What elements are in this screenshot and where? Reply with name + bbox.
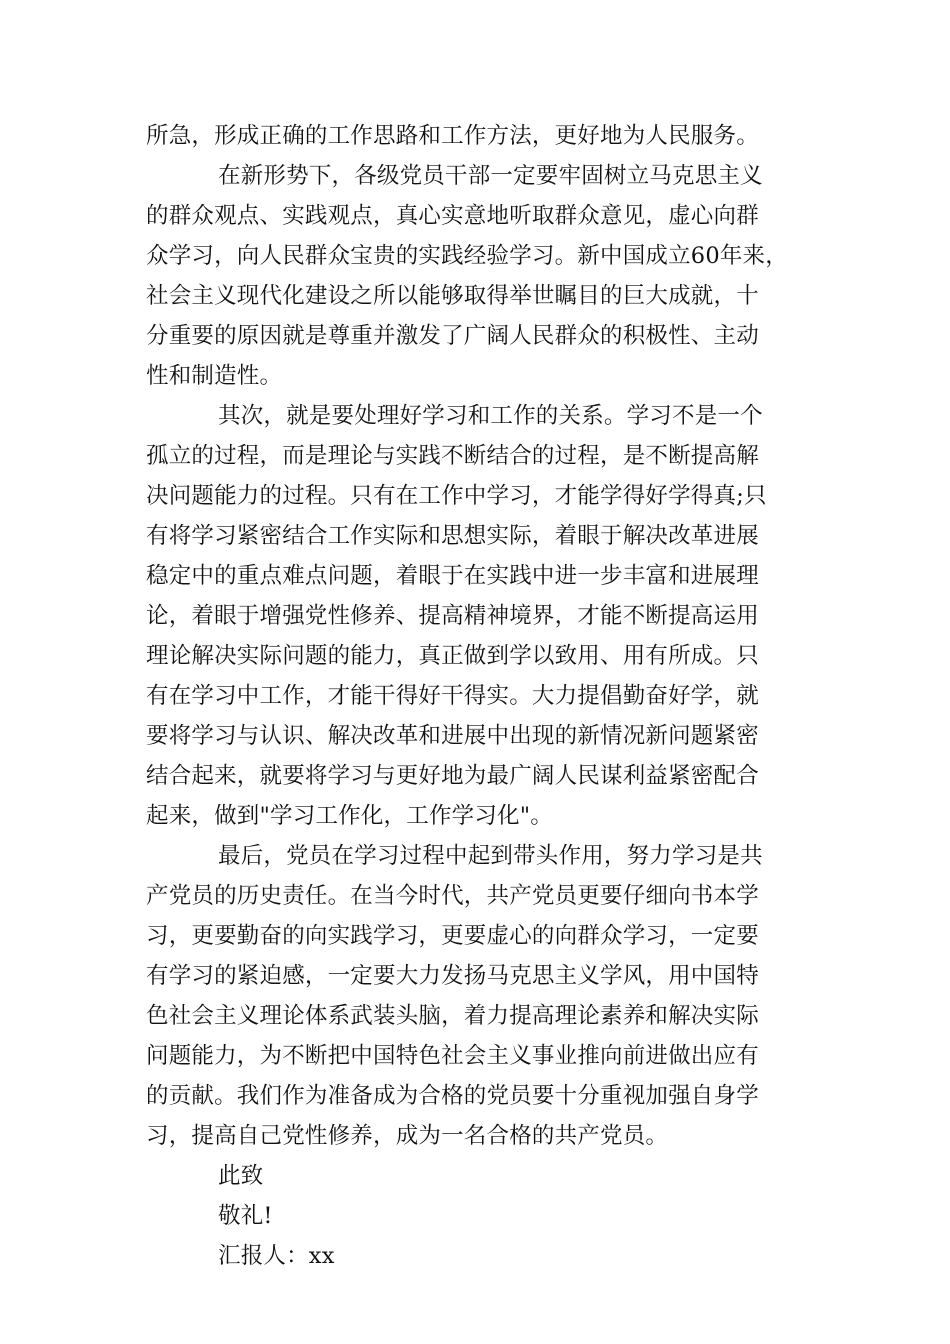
text-line: 分重要的原因就是尊重并激发了广阔人民群众的积极性、主动 xyxy=(146,323,759,349)
document-body xyxy=(146,116,806,1276)
text-line: 要将学习与认识、解决改革和进展中出现的新情况新问题紧密 xyxy=(146,723,759,749)
text-line: 色社会主义理论体系武装头脑，着力提高理论素养和解决实际 xyxy=(146,1003,759,1029)
text-line: 社会主义现代化建设之所以能够取得举世瞩目的巨大成就，十 xyxy=(146,283,759,309)
reporter-signature: 汇报人：xx xyxy=(218,1243,335,1269)
text-line: 结合起来，就要将学习与更好地为最广阔人民谋利益紧密配合 xyxy=(146,763,759,789)
text-line: 有学习的紧迫感，一定要大力发扬马克思主义学风，用中国特 xyxy=(146,963,759,989)
text-line: 起来，做到"学习工作化，工作学习化"。 xyxy=(146,803,553,829)
text-line: 所急，形成正确的工作思路和工作方法，更好地为人民服务。 xyxy=(146,123,759,149)
text-line: 习，提高自己党性修养，成为一名合格的共产党员。 xyxy=(146,1123,669,1149)
text-line: 众学习，向人民群众宝贵的实践经验学习。新中国成立60年来， xyxy=(146,243,788,269)
text-line: 理论解决实际问题的能力，真正做到学以致用、用有所成。只 xyxy=(146,643,759,669)
text-line: 孤立的过程，而是理论与实践不断结合的过程，是不断提高解 xyxy=(146,443,759,469)
text-line: 习，更要勤奋的向实践学习，更要虚心的向群众学习，一定要 xyxy=(146,923,759,949)
text-line: 产党员的历史责任。在当今时代，共产党员更要仔细向书本学 xyxy=(146,883,759,909)
text-line: 的贡献。我们作为准备成为合格的党员要十分重视加强自身学 xyxy=(146,1083,759,1109)
text-line: 稳定中的重点难点问题，着眼于在实践中进一步丰富和进展理 xyxy=(146,563,759,589)
text-line: 有将学习紧密结合工作实际和思想实际，着眼于解决改革进展 xyxy=(146,523,759,549)
closing-salutation: 此致 xyxy=(218,1163,264,1189)
text-line: 最后，党员在学习过程中起到带头作用，努力学习是共 xyxy=(218,843,763,869)
text-line: 其次，就是要处理好学习和工作的关系。学习不是一个 xyxy=(218,403,763,429)
text-line: 有在学习中工作，才能干得好干得实。大力提倡勤奋好学，就 xyxy=(146,683,759,709)
closing-regards: 敬礼! xyxy=(218,1203,273,1229)
text-line: 论，着眼于增强党性修养、提高精神境界，才能不断提高运用 xyxy=(146,603,759,629)
text-line: 在新形势下，各级党员干部一定要牢固树立马克思主义 xyxy=(218,163,763,189)
text-line: 问题能力，为不断把中国特色社会主义事业推向前进做出应有 xyxy=(146,1043,759,1069)
text-line: 性和制造性。 xyxy=(146,363,283,389)
text-line: 决问题能力的过程。只有在工作中学习，才能学得好学得真;只 xyxy=(146,483,767,509)
text-line: 的群众观点、实践观点，真心实意地听取群众意见，虚心向群 xyxy=(146,203,759,229)
